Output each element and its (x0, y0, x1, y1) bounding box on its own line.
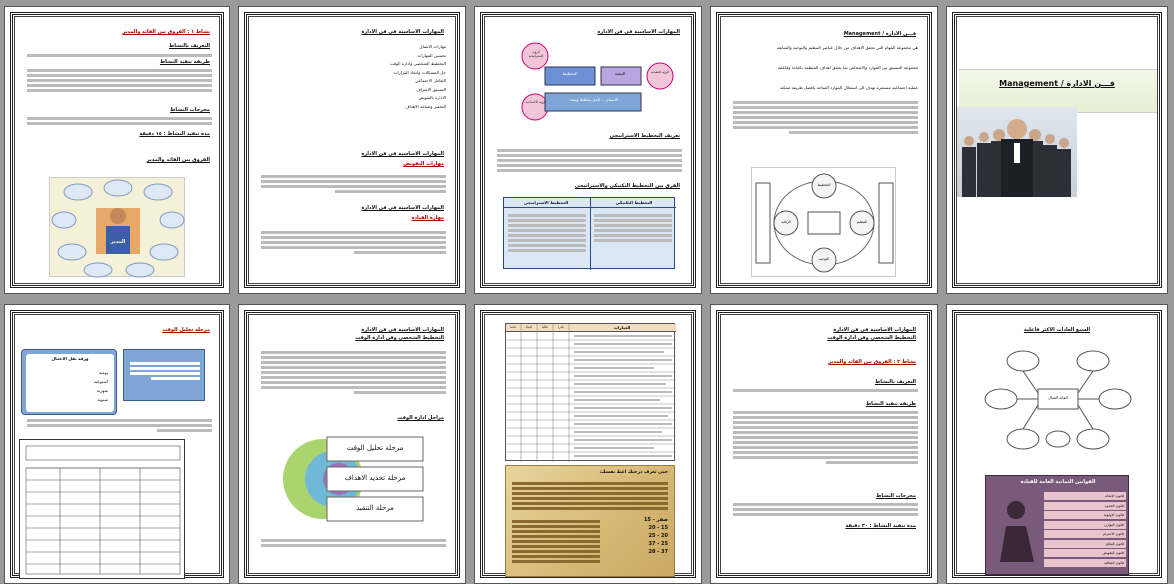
definition-1: هي مجموعة المهام التي تحقق الاهداف من خلال عناصر التنظيم والتوجيه والمتابعة (776, 45, 918, 50)
page-basic-skills-planning (474, 6, 702, 294)
manager-label: المدير (110, 239, 126, 245)
law-item: قانون الاحترام (1044, 530, 1126, 538)
page-title: المهارات الاساسية في فن الادارة (597, 29, 680, 35)
definition-3: عملية اجتماعية مستمرة تهدف الى استغلال الموارد المتاحة بافضل طريقة ممكنة (779, 85, 918, 90)
assessment-grid (506, 324, 676, 462)
page-activity-1 (4, 6, 230, 294)
skill-item: التنسيق الاشراف (416, 86, 446, 92)
laws-banner: القوانين الثمانية العامة للقيادة (1020, 479, 1096, 485)
diagram-human: الانسان .. الذي يخطط وينفذ (569, 97, 619, 102)
page-leadership-laws (946, 304, 1168, 584)
skill-item: مهارات الاتصال (419, 44, 446, 49)
score-instructions: حتى تعرف درجتك اعط نفسك: (599, 470, 668, 475)
page-title: السبع العادات الاكثر فاعلية (1023, 327, 1091, 333)
card-list (28, 368, 108, 404)
diagram-planning: التخطيط (562, 71, 578, 76)
activity-method: طريقة تنفيذ النشاط (159, 59, 210, 65)
activity-duration: مدة تنفيذ النشاط : ١٥ دقيقة (139, 131, 210, 137)
page-title: المهارات الاساسية في فن الادارة (833, 327, 916, 333)
activity-definition: التعريف بالنشاط (169, 43, 210, 49)
stage-analysis: مرحلة تحليل الوقت (346, 444, 404, 452)
definition-2: مجموعة التنسيق بين الموارد والاشخاص بما يحقق اهداف المنظمة بكفاءة وفاعلية (777, 65, 918, 70)
page-title: المهارات الاساسية في فن الادارة (361, 327, 444, 333)
activity-definition: التعريف بالنشاط (875, 379, 916, 385)
law-item: قانون الاولوية (1044, 511, 1126, 519)
tactical-vs-strategic-heading: الفرق بين التخطيط التكتيكي والاستراتيجي (574, 183, 680, 189)
diagram-side-3: الرؤية الاجتماعية (525, 100, 547, 104)
activity-method: طريقة تنفيذ النشاط (865, 401, 916, 407)
activity-duration: مدة تنفيذ النشاط : ٣٠ دقيقة (845, 523, 916, 529)
stage-execution: مرحلة التنفيذ (356, 504, 394, 512)
col-always: دائما (509, 325, 516, 329)
page-title: مرحلة تحليل الوقت (162, 327, 210, 333)
skill-item: التخطيط الشخصي وادارة الوقت (389, 61, 446, 66)
statements-header: العبارات (613, 325, 631, 330)
section-heading: المهارات الاساسية في فن الادارة (361, 205, 444, 211)
task-transfer-card (21, 349, 117, 415)
management-cycle-diagram (751, 167, 896, 277)
page-subtitle: التخطيط الشخصي وفن ادارة الوقت (827, 335, 916, 341)
col-sometimes: احيانا (525, 325, 533, 329)
page-self-assessment (474, 304, 702, 584)
column-tactical: التخطيط التكتيكي (615, 200, 653, 205)
skill-item: تحسين المهارات (417, 52, 446, 58)
activity-title: نشاط ١ : الفروق بين القائد والمدير (122, 29, 210, 35)
skill-item: التحفيز وصياغة الاهداف (405, 103, 446, 109)
law-item: قانون النتائج (1044, 540, 1126, 548)
cycle-label-planning: التخطيط (817, 183, 831, 187)
activity-outputs: مخرجات النشاط (170, 107, 210, 113)
blue-note (123, 349, 205, 401)
col-rarely: نادرا (558, 325, 564, 329)
page-basic-skills-list (238, 6, 466, 294)
score-range: 25 - 20 (648, 533, 668, 539)
section-heading: المهارات الاساسية في فن الادارة (361, 151, 444, 157)
page-activity-2 (710, 304, 938, 584)
law-item: قانون التفويض (1044, 549, 1126, 557)
skill-item: الادارة بالتفويض (418, 95, 446, 100)
time-log-form (19, 439, 185, 579)
score-range: 15 - صفر (643, 517, 668, 523)
skills-list (261, 43, 446, 111)
activity-outputs: مخرجات النشاط (876, 493, 916, 499)
score-range: 20 - 15 (648, 525, 668, 531)
card-item: يومية (98, 370, 108, 375)
page-title: المهارات الاساسية في فن الادارة (361, 29, 444, 35)
score-ranges (606, 516, 668, 556)
person-icon (990, 492, 1044, 572)
card-item: شهرية (96, 388, 108, 393)
page-time-analysis (4, 304, 230, 584)
card-item: سنوية (97, 397, 108, 402)
effective-leader-label: القائد الفعال (1048, 395, 1068, 400)
diagram-side-2: الرؤية التنفيذية (650, 70, 670, 74)
page-subtitle: التخطيط الشخصي وفن ادارة الوقت (355, 335, 444, 341)
cover-title: فـــن الادارة / Management (999, 79, 1115, 88)
law-item: قانون الاتجاه (1044, 492, 1126, 500)
activity-title: نشاط ٢ : الفروق بين القائد والمدير (828, 359, 916, 365)
stage-goals: مرحلة تحديد الاهداف (344, 474, 406, 482)
skill-item: حل المشكلات واتخاذ القرارات (393, 69, 446, 75)
diagram-side-1: الرؤية الاستراتيجية (528, 50, 544, 58)
leader-vs-manager-heading: الفروق بين القائد والمدير (146, 157, 210, 163)
card-item: اسبوعية (93, 379, 108, 384)
score-range: 37 - 25 (648, 541, 668, 547)
score-range: 28 - 37 (648, 549, 668, 555)
page-title: فـــن الادارة / Management (843, 31, 916, 37)
cycle-label-directing: التوجيه (818, 257, 830, 261)
manager-mindmap (49, 177, 185, 277)
cycle-label-organizing: التنظيم (856, 220, 868, 224)
strategic-planning-heading: تعريف التخطيط الاستراتيجي (609, 133, 680, 139)
delegation-heading: مهارات التفويض (403, 161, 444, 167)
assessment-table (505, 323, 675, 461)
cycle-label-control: الرقابة (781, 220, 791, 224)
card-title: ورقة نقل الاعمال (51, 356, 89, 361)
business-people-icon (957, 107, 1077, 197)
stages-heading: مراحل ادارة الوقت (397, 415, 444, 421)
cover-photo (957, 107, 1077, 197)
page-management-definition (710, 6, 938, 294)
score-scroll (505, 465, 675, 577)
comparison-table (503, 197, 675, 269)
leadership-heading: مهارة القيادة (411, 215, 444, 221)
page-time-management (238, 304, 466, 584)
leadership-laws-card (985, 475, 1129, 575)
law-item: قانون المثالية (1044, 559, 1126, 567)
skill-item: التعامل الاجتماعي (415, 78, 446, 83)
law-item: قانون الحدود (1044, 502, 1126, 510)
col-often: غالبا (542, 325, 548, 329)
diagram-execution: التنفيذ (614, 71, 626, 76)
law-item: قانون التوازن (1044, 521, 1126, 529)
page-cover (946, 6, 1168, 294)
column-strategic: التخطيط الاستراتيجي (523, 200, 569, 205)
